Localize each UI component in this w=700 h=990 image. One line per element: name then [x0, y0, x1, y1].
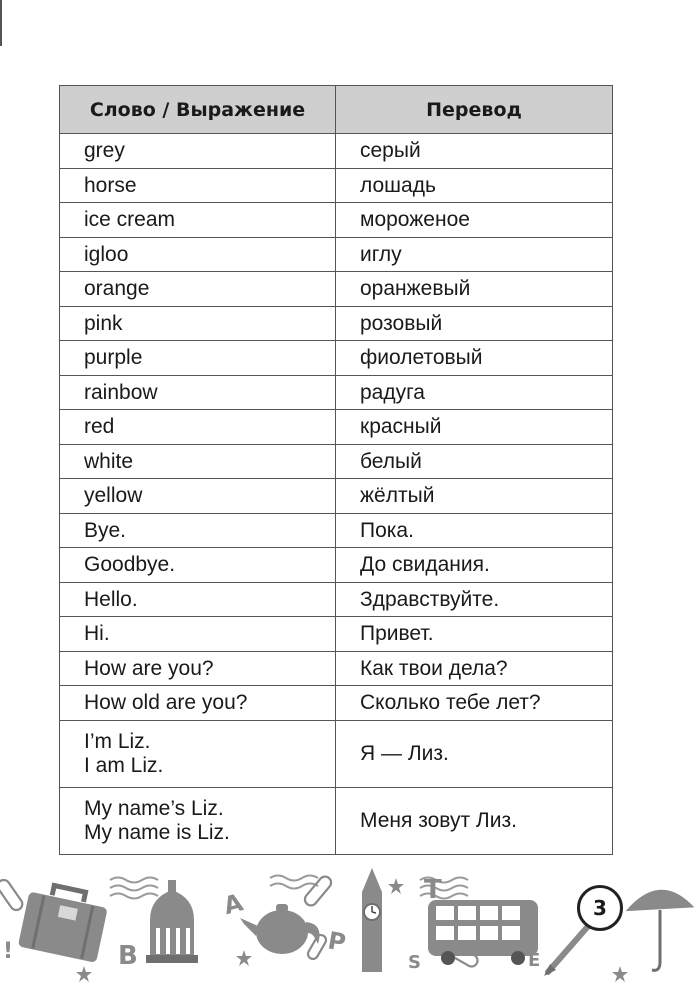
fountain-pen-icon — [544, 924, 590, 976]
decor-letter-p: P — [325, 926, 348, 958]
word-cell: yellow — [60, 479, 336, 514]
umbrella-icon — [624, 889, 696, 970]
table-row — [60, 306, 613, 341]
word-cell: red — [60, 410, 336, 445]
translation-cell: Здравствуйте. — [336, 582, 613, 617]
table-row — [60, 341, 613, 376]
table-header-row — [60, 86, 613, 134]
translation-cell: Я — Лиз. — [336, 720, 613, 787]
translation-cell: Сколько тебе лет? — [336, 686, 613, 721]
column-header-word: Слово / Выражение — [60, 86, 336, 134]
table-row — [60, 617, 613, 652]
table-row — [60, 513, 613, 548]
translation-cell: фиолетовый — [336, 341, 613, 376]
translation-cell: Пока. — [336, 513, 613, 548]
table-row — [60, 582, 613, 617]
translation-cell: иглу — [336, 237, 613, 272]
translation-cell: Меня зовут Лиз. — [336, 787, 613, 854]
word-cell: ice cream — [60, 203, 336, 238]
word-line: My name’s Liz. — [84, 797, 224, 821]
word-cell — [60, 787, 336, 854]
word-cell — [60, 720, 336, 787]
word-line: My name is Liz. — [84, 820, 230, 844]
word-line: I am Liz. — [84, 753, 164, 777]
table-row — [60, 479, 613, 514]
translation-cell: оранжевый — [336, 272, 613, 307]
table-row — [60, 720, 613, 787]
table-row — [60, 375, 613, 410]
word-cell: How old are you? — [60, 686, 336, 721]
word-cell: Hello. — [60, 582, 336, 617]
table-row — [60, 444, 613, 479]
translation-cell: Привет. — [336, 617, 613, 652]
word-cell: Goodbye. — [60, 548, 336, 583]
decor-letter-fragment: ! — [3, 939, 14, 964]
word-line: I’m Liz. — [84, 730, 151, 754]
word-cell: purple — [60, 341, 336, 376]
translation-cell: серый — [336, 134, 613, 169]
page-number: 3 — [577, 885, 623, 931]
table-row — [60, 410, 613, 445]
translation-cell: жёлтый — [336, 479, 613, 514]
decor-letter-e: E — [528, 950, 541, 971]
translation-cell: красный — [336, 410, 613, 445]
word-cell: rainbow — [60, 375, 336, 410]
table-row — [60, 237, 613, 272]
translation-cell: лошадь — [336, 168, 613, 203]
word-cell: white — [60, 444, 336, 479]
table-row — [60, 651, 613, 686]
translation-cell: белый — [336, 444, 613, 479]
table-row — [60, 134, 613, 169]
teapot-icon — [240, 904, 320, 954]
word-cell: pink — [60, 306, 336, 341]
word-cell: How are you? — [60, 651, 336, 686]
translation-cell: мороженое — [336, 203, 613, 238]
translation-cell: розовый — [336, 306, 613, 341]
table-row — [60, 272, 613, 307]
translation-cell: Как твои дела? — [336, 651, 613, 686]
big-ben-icon — [362, 868, 382, 972]
word-cell: Hi. — [60, 617, 336, 652]
vocabulary-table — [59, 85, 613, 855]
translation-cell: До свидания. — [336, 548, 613, 583]
table-row — [60, 548, 613, 583]
table-row — [60, 203, 613, 238]
word-cell: Bye. — [60, 513, 336, 548]
word-cell: orange — [60, 272, 336, 307]
decor-letter-t: T — [424, 875, 442, 905]
decor-letter-a: A — [220, 888, 246, 921]
table-row — [60, 168, 613, 203]
table-row — [60, 686, 613, 721]
suitcase-icon — [17, 881, 111, 965]
table-row — [60, 787, 613, 854]
word-cell: grey — [60, 134, 336, 169]
capitol-building-icon — [146, 880, 198, 963]
page-edge-line — [0, 0, 2, 46]
decor-letter-b: B — [118, 941, 138, 971]
double-decker-bus-icon — [428, 900, 538, 965]
word-cell: horse — [60, 168, 336, 203]
column-header-translation: Перевод — [336, 86, 613, 134]
translation-cell: радуга — [336, 375, 613, 410]
decor-letter-s: S — [408, 952, 421, 973]
word-cell: igloo — [60, 237, 336, 272]
